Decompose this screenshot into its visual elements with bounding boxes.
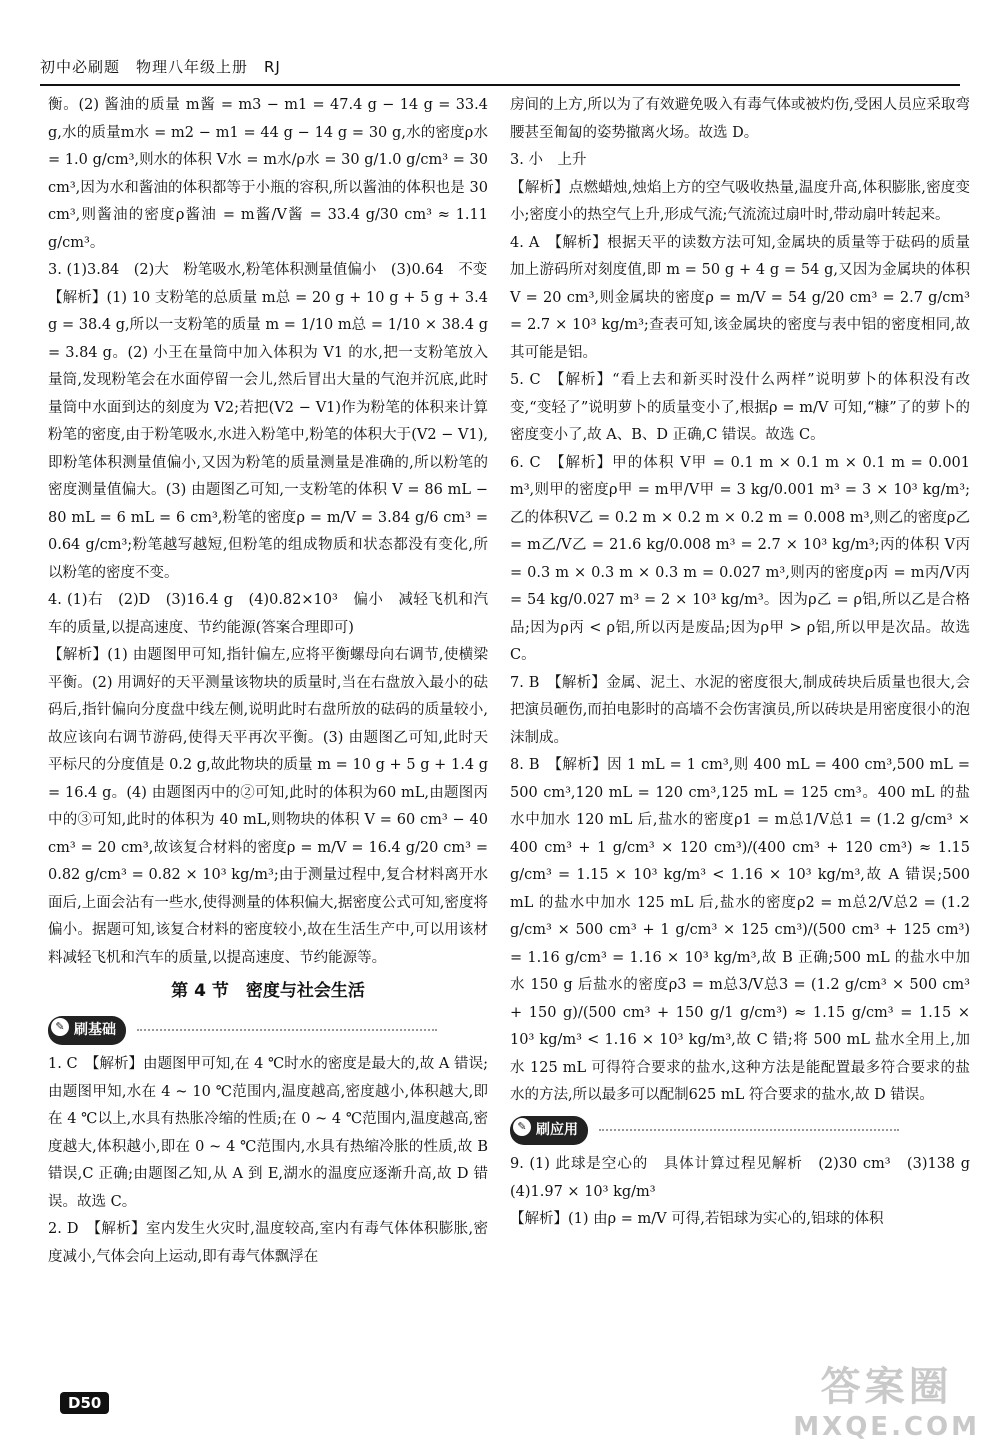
answer-item-9: 9. (1) 此球是空心的 具体计算过程见解析 (2)30 cm³ (3)138 g (4)1.97 × 10³ kg/m³ (510, 1156, 985, 1200)
apply-badge-label: 刷应用 (536, 1121, 578, 1138)
answer-paragraph: 衡。(2) 酱油的质量 m酱 = m3 − m1 = 47.4 g − 14 g = 33.4 g,水的质量m水 = m2 − m1 = 44 g − 14 g = 30 g,水的密度ρ水 = 1.0 g/cm³,则水的体积 V水 = m水/ρ水 = 30 g/1.0 g/cm³ = 30 cm³,因为水和酱油的体积都等于小瓶的容积,所以酱油的体积也是 30 cm³,则酱油的密度ρ酱油 = m酱/V酱 = 33.4 g/30 cm³ ≈ 1.11 g/cm³。 (48, 97, 488, 251)
watermark-url: MXQE.COM (793, 1412, 980, 1442)
header-rule (40, 84, 960, 86)
watermark (793, 1355, 980, 1442)
answer-item-6: 6. C 【解析】甲的体积 V甲 = 0.1 m × 0.1 m × 0.1 m = 0.001 m³,则甲的密度ρ甲 = m甲/V甲 = 3 kg/0.001 m³ = 3 × 10³ kg/m³;乙的体积V乙 = 0.2 m × 0.2 m × 0.2 m = 0.008 m³,则乙的密度ρ乙 = m乙/V乙 = 21.6 kg/0.008 m³ = 2.7 × 10³ kg/m³;丙的体积 V丙 = 0.3 m × 0.3 m × 0.3 m = 0.027 m³,则丙的密度ρ丙 = m丙/V丙 = 54 kg/0.027 m³ = 2 × 10³ kg/m³。因为ρ乙 = ρ铝,所以乙是合格品;因为ρ丙 < ρ铝,所以丙是废品;因为ρ甲 > ρ铝,所以甲是次品。故选 C。 (510, 454, 970, 663)
analysis-paragraph: 【解析】(1) 由ρ = m/V 可得,若铝球为实心的,铝球的体积 (510, 1211, 884, 1227)
answer-item-5: 5. C 【解析】“看上去和新买时没什么两样”说明萝卜的体积没有改变,“变轻了”说明萝卜的质量变小了,根据ρ = m/V 可知,“糠”了的萝卜的密度变小了,故 A、B、D 正确,C 错误。故选 C。 (510, 372, 970, 443)
right-column (510, 92, 985, 1234)
answer-item-2: 2. D 【解析】室内发生火灾时,温度较高,室内有毒气体体积膨胀,密度减小,气体会向上运动,即有毒气体飘浮在 (48, 1221, 488, 1265)
apply-badge (510, 1116, 588, 1146)
running-header: 初中必刷题 物理八年级上册 RJ (40, 58, 281, 76)
page-number: D50 (60, 1392, 109, 1414)
answer-item-3: 3. (1)3.84 (2)大 粉笔吸水,粉笔体积测量值偏小 (3)0.64 不变 (48, 262, 488, 278)
analysis-paragraph: 【解析】点燃蜡烛,烛焰上方的空气吸收热量,温度升高,体积膨胀,密度变小;密度小的热空气上升,形成气流;气流流过扇叶时,带动扇叶转起来。 (510, 179, 970, 223)
basic-badge-label: 刷基础 (74, 1021, 116, 1038)
answer-item-7: 7. B 【解析】金属、泥土、水泥的密度很大,制成砖块后质量也很大,会把演员砸伤,而拍电影时的高墙不会伤害演员,所以砖块是用密度很小的泡沫制成。 (510, 674, 970, 746)
analysis-paragraph: 【解析】(1) 由题图甲可知,指针偏左,应将平衡螺母向右调节,使横梁平衡。(2) 用调好的天平测量该物块的质量时,当在右盘放入最小的砝码后,指针偏向分度盘中线左侧,说明此时右盘所放的砝码的质量较小,故应该向右调节游码,使得天平再次平衡。(3) 由题图乙可知,此时天平标尺的分度值是 0.2 g,故此物块的质量 m = 10 g + 5 g + 1.4 g = 16.4 g。(4) 由题图丙中的②可知,此时的体积为60 mL,由题图丙中的③可知,此时的体积为 40 mL,则物块的体积 V = 60 cm³ − 40 cm³ = 20 cm³,故该复合材料的密度ρ = m/V = 16.4 g/20 cm³ = 0.82 g/cm³ = 0.82 × 10³ kg/m³;由于测量过程中,复合材料离开水面后,上面会沾有一些水,使得测量的体积偏大,据密度公式可知,密度将偏小。据题可知,该复合材料的密度较小,故在生活生产中,可以用该材料减轻飞机和汽车的质量,以提高速度、节约能源等。 (48, 647, 488, 966)
dotted-divider (599, 1129, 899, 1131)
pen-icon: ✎ (513, 1118, 531, 1136)
watermark-logo-text: 答案圈 (820, 1364, 953, 1410)
basic-badge (48, 1016, 126, 1046)
answer-item-1: 1. C 【解析】由题图甲可知,在 4 ℃时水的密度是最大的,故 A 错误;由题图甲知,水在 4 ~ 10 ℃范围内,温度越高,密度越小,体积越大,即在 4 ℃以上,水具有热胀冷缩的性质;在 0 ~ 4 ℃范围内,温度越高,密度越大,体积越小,即在 0 ~ 4 ℃范围内,水具有热缩冷胀的性质,故 B 错误,C 正确;由题图乙知,从 A 到 E,湖水的温度应逐渐升高,故 D 错误。故选 C。 (48, 1056, 488, 1210)
pen-icon: ✎ (51, 1018, 69, 1036)
answer-item-4: 4. A 【解析】根据天平的读数方法可知,金属块的质量等于砝码的质量加上游码所对刻度值,即 m = 50 g + 4 g = 54 g,又因为金属块的体积 V = 20 cm³,则金属块的密度ρ = m/V = 54 g/20 cm³ = 2.7 g/cm³ = 2.7 × 10³ kg/m³;查表可知,该金属块的密度与表中铝的密度相同,故其可能是铝。 (510, 234, 970, 361)
answer-item-4: 4. (1)右 (2)D (3)16.4 g (4)0.82×10³ 偏小 减轻飞机和汽车的质量,以提高速度、节约能源(答案合理即可) (48, 592, 488, 636)
left-column (48, 92, 488, 1271)
badge-row (510, 1110, 970, 1152)
answer-item-8: 8. B 【解析】因 1 mL = 1 cm³,则 400 mL = 400 cm³,500 mL = 500 cm³,120 mL = 120 cm³,125 mL = 125 cm³。400 mL 的盐水中加水 120 mL 后,盐水的密度ρ1 = m总1/V总1 = (1.2 g/cm³ × 400 cm³ + 1 g/cm³ × 120 cm³)/(400 cm³ + 120 cm³) ≈ 1.15 g/cm³ = 1.15 × 10³ kg/m³ < 1.16 × 10³ kg/m³,故 A 错误;500 mL 的盐水中加水 125 mL 后,盐水的密度ρ2 = m总2/V总2 = (1.2 g/cm³ × 500 cm³ + 1 g/cm³ × 125 cm³)/(500 cm³ + 125 cm³) = 1.16 g/cm³ = 1.16 × 10³ kg/m³,故 B 正确;500 mL 的盐水中加水 150 g 后盐水的密度ρ3 = m总3/V总3 = (1.2 g/cm³ × 500 cm³ + 150 g)/(500 cm³ + 150 g/1 g/cm³) ≈ 1.15 g/cm³ = 1.15 × 10³ kg/m³ < 1.16 × 10³ kg/m³,故 C 错;将 500 mL 盐水全用上,加水 125 mL 可得符合要求的盐水,这种方法是能配置最多符合要求的盐水的方法,所以最多可以配制625 mL 符合要求的盐水,故 D 错误。 (510, 757, 970, 1103)
section-title: 第 4 节 密度与社会生活 (171, 981, 365, 1001)
dotted-divider (137, 1029, 437, 1031)
answer-item-3: 3. 小 上升 (510, 152, 587, 168)
analysis-paragraph: 【解析】(1) 10 支粉笔的总质量 m总 = 20 g + 10 g + 5 g + 3.4 g = 38.4 g,所以一支粉笔的质量 m = 1/10 m总 = 1/10 × 38.4 g = 3.84 g。(2) 小王在量筒中加入体积为 V1 的水,把一支粉笔放入量筒,发现粉笔会在水面停留一会儿,然后冒出大量的气泡并沉底,此时量筒中水面到达的刻度为 V2;若把(V2 − V1)作为粉笔的体积来计算粉笔的密度,由于粉笔吸水,水进入粉笔中,粉笔的体积大于(V2 − V1),即粉笔体积测量值偏小,又因为粉笔的质量测量是准确的,所以粉笔的密度测量值偏大。(3) 由题图乙可知,一支粉笔的体积 V = 86 mL − 80 mL = 6 mL = 6 cm³,粉笔的密度ρ = m/V = 3.84 g/6 cm³ = 0.64 g/cm³;粉笔越写越短,但粉笔的组成物质和状态都没有变化,所以粉笔的密度不变。 (48, 289, 488, 581)
answer-paragraph: 房间的上方,所以为了有效避免吸入有毒气体或被灼伤,受困人员应采取弯腰甚至匍匐的姿势撤离火场。故选 D。 (510, 97, 970, 141)
badge-row (48, 1010, 488, 1052)
